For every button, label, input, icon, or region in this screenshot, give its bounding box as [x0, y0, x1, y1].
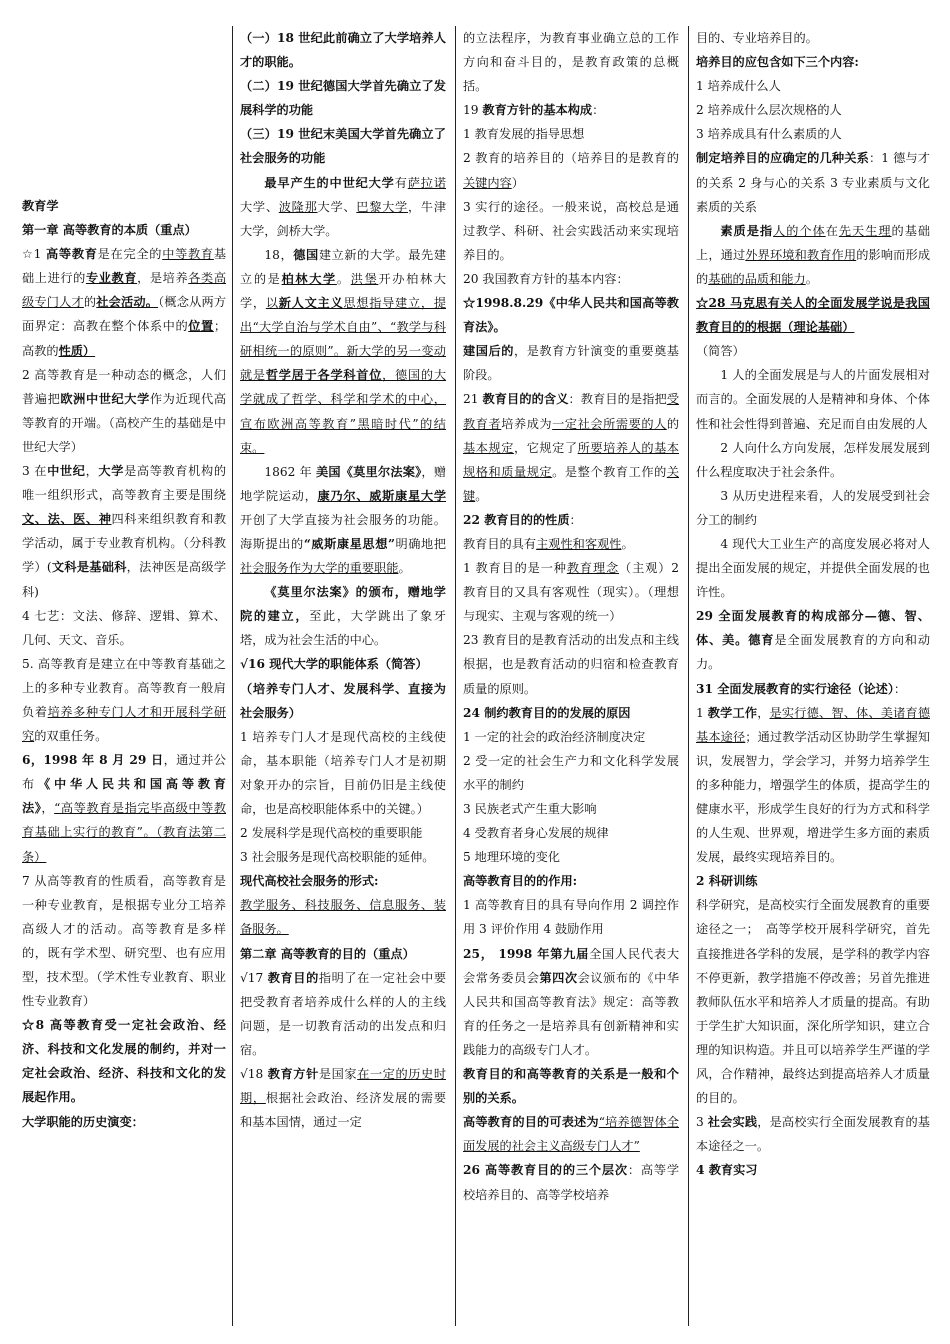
paragraph [22, 459, 226, 604]
paragraph [463, 1158, 679, 1206]
text-run: 教育方针的基本构成 [482, 103, 593, 118]
text-run: 四科来组织教育和教学活动，属于专业教育机构。（分科教学）( [22, 512, 226, 575]
text-run: 作为近现代高等教育的开端。（高校产生的基础是中世纪大学） [22, 391, 226, 454]
paragraph [240, 74, 446, 122]
blank-line [22, 146, 226, 170]
text-run: 明确地把 [394, 536, 446, 551]
text-run: 4 受教育者身心发展的规律 [463, 826, 609, 841]
blank-line [22, 26, 226, 50]
text-run: 新人文主义 [278, 296, 344, 311]
text-run: 1 培养专门人才是现代高校的主线使命，基本职能（培养专门人才是初期对象开办的宗旨，目前仍旧是主线使命，也是高校职能体系中的关键。） [240, 729, 446, 816]
text-run: 是在完全的 [97, 247, 163, 262]
text-run: 22 教育目的的性质 [463, 512, 570, 527]
paragraph [463, 122, 679, 146]
paragraph [240, 845, 446, 869]
text-run: 社会服务作为大学的重要职能 [240, 561, 399, 576]
text-run: 洪堡 [350, 271, 379, 286]
text-run: 有 [394, 175, 408, 190]
paragraph [240, 893, 446, 941]
text-run: 开办柏林大学， [240, 271, 446, 311]
text-run: 各类高级专门人才 [22, 271, 226, 310]
text-run: ） [511, 175, 524, 190]
text-run: 萨拉诺 [407, 175, 446, 190]
paragraph [240, 460, 446, 580]
paragraph [240, 966, 446, 1062]
paragraph [463, 869, 679, 893]
text-run: ☆1998.8.29《中华人民共和国高等教育法》。 [463, 296, 679, 335]
text-run: 专业教育 [85, 271, 138, 286]
text-run: 思想指导建立，提出“大学自治与学术自由”、“教学与科研相统一的原则”。新大学的另一变动就是 [240, 296, 446, 383]
text-run: 21 [463, 392, 483, 407]
text-run: ，通过并公布 [22, 753, 226, 792]
text-run: 素质是指 [720, 223, 774, 238]
paragraph [240, 725, 446, 821]
paragraph [463, 339, 679, 387]
column-divider [688, 26, 689, 1326]
text-run: （二）19 世纪德国大学首先确立了发展科学的功能 [240, 79, 446, 118]
text-column-3 [463, 26, 679, 1326]
text-run: ， [41, 801, 55, 816]
text-run: ，是高校实行全面发展教育的基本途径之一。 [696, 1115, 930, 1154]
text-run: 的 [666, 416, 679, 431]
paragraph [696, 532, 930, 604]
text-run: 3 社会服务是现代高校职能的延伸。 [240, 850, 435, 865]
text-run: 教育理念 [566, 561, 620, 576]
text-run: 教育目的和高等教育的关系是一般和个别的关系。 [463, 1067, 679, 1106]
text-run: 2 科研训练 [696, 874, 758, 889]
text-run: 建国后的 [463, 344, 514, 359]
paragraph [696, 339, 930, 363]
text-run: √17 [240, 970, 268, 985]
text-run: 1 培养成什么人 [696, 79, 781, 94]
text-run: 23 教育目的是教育活动的出发点和主线根据，也是教育活动的归宿和检查教育质量的原则。 [463, 633, 679, 696]
text-run: ☆28 马克思有关人的全面发展学说是我国教育目的的根据（理论基础） [696, 296, 930, 335]
text-run: 至此，大学跳出了象牙塔，成为社会生活的中心。 [240, 609, 446, 648]
text-run: 在 [825, 223, 839, 238]
text-run: 巴黎大学 [356, 199, 408, 214]
text-run: 是国家 [318, 1067, 358, 1082]
text-run: 现代高校社会服务的形式: [240, 874, 379, 889]
text-run: 大学、 [317, 199, 357, 214]
text-run: 。 [621, 536, 634, 551]
text-run: ，牛津大学，剑桥大学。 [240, 199, 446, 238]
paragraph [463, 508, 679, 532]
text-run: 4 现代大工业生产的高度发展必将对人提出全面发展的规定，并提供全面发展的也许性。 [696, 536, 930, 600]
text-run: 科学研究，是高校实行全面发展教育的重要途径之一； 高等学校开展科学研究，首先直接推进各学科的发展，是学科的教学内容不停更新，教学措施不停改善；另首先推进教师队伍水平和培养人才质量的提高。有助于学生扩大知识面，深化所学知识，建立合理的知识构造。并且可以培养学生严谨的学风，合作精神，最终达到提高培养人才质量的目的。 [696, 898, 930, 1106]
paragraph [463, 267, 679, 291]
text-run: ；高教的 [22, 319, 226, 358]
text-run: 。是整个教育工作的 [552, 464, 667, 479]
text-run: （概念从两方面界定：高教在整个体系中的 [22, 295, 226, 334]
text-run: 制定培养目的应确定的几种关系 [696, 151, 869, 166]
paragraph [240, 580, 446, 652]
text-run: ，是教育方针演变的重要奠基阶段。 [463, 344, 679, 383]
text-column-4 [696, 26, 930, 1326]
paragraph [22, 242, 226, 362]
text-run: 大学、 [240, 199, 279, 214]
paragraph [696, 98, 930, 122]
text-run: 31 全面发展教育的实行途径（论述） [696, 681, 894, 696]
paragraph [463, 701, 679, 725]
text-run: 中等教育 [162, 247, 214, 262]
text-run: 1 一定的社会的政治经济制度决定 [463, 729, 646, 744]
paragraph [696, 1110, 930, 1158]
text-run: 1 教育目的是一种 [463, 561, 567, 576]
text-run: 基础的品质和能力 [708, 271, 806, 286]
text-run: 关键内容 [463, 175, 512, 190]
text-run: ，是培养 [137, 271, 189, 286]
text-run: 第四次 [539, 970, 578, 985]
blank-line [22, 170, 226, 194]
text-run: 美国《莫里尔法案》 [315, 464, 422, 479]
text-run: 。 [805, 271, 818, 286]
text-run: （主观）2 教育目的又具有客观性（现实）。（理想与现实、主观与客观的统一） [463, 561, 679, 624]
paragraph [463, 98, 679, 122]
paragraph [696, 604, 930, 676]
text-run: 所要培养人的基本规格和质量规定 [463, 440, 679, 479]
text-run: 基本规定 [463, 440, 514, 455]
text-run: ， [757, 705, 770, 720]
text-run: 性质） [58, 343, 96, 358]
text-run: “培养德智体全面发展的社会主义高级专门人才” [463, 1115, 679, 1154]
text-run: 。 [336, 271, 351, 286]
text-run: ： [893, 681, 907, 696]
paragraph [696, 701, 930, 870]
paragraph [696, 74, 930, 98]
paragraph [463, 26, 679, 98]
text-run: 社会活动。 [96, 295, 159, 310]
text-run: 外界环境和教育作用 [745, 247, 857, 262]
text-run: 3 民族老式产生重大影响 [463, 802, 597, 816]
paragraph [463, 797, 679, 821]
paragraph [22, 363, 226, 459]
paragraph [463, 942, 679, 1062]
paragraph [696, 146, 930, 218]
text-run: 26 高等教育目的的三个层次 [463, 1163, 628, 1178]
text-run: 基础上进行的 [22, 247, 226, 286]
text-run: 教育目的的含义 [482, 392, 569, 407]
text-run: 3 实行的途径。一般来说，高校总是通过教学、科研、社会实践活动来实现培养目的。 [463, 199, 679, 262]
text-run: 2 发展科学是现代高校的重要职能 [240, 826, 423, 841]
paragraph [696, 291, 930, 339]
text-column-1 [22, 26, 226, 1326]
paragraph [463, 628, 679, 700]
text-run: ， [85, 464, 99, 479]
text-run: 人的个体 [773, 223, 826, 238]
paragraph [463, 146, 679, 194]
text-run: 高等教育目的的作用: [463, 874, 578, 889]
text-run: 3 在 [22, 464, 48, 479]
text-run: 开创了大学直接为社会服务的功能。海斯提出的 [240, 512, 446, 551]
paragraph [240, 1062, 446, 1134]
text-run: ，它规定了 [513, 440, 578, 455]
column-divider [232, 26, 233, 1326]
paragraph [240, 26, 446, 74]
text-run: 大学职能的历史演变： [22, 1114, 144, 1129]
text-run: 2 培养成什么层次规格的人 [696, 103, 842, 118]
text-run: 的 [83, 295, 97, 310]
paragraph [696, 436, 930, 484]
text-run: 2 受一定的社会生产力和文化科学发展水平的制约 [463, 753, 679, 792]
paragraph [22, 194, 226, 218]
paragraph [22, 1013, 226, 1109]
paragraph [240, 821, 446, 845]
paragraph [22, 869, 226, 1014]
text-run: 文科是基础科 [51, 560, 127, 575]
text-run: 培养多种专门人才和开展科学研究 [22, 704, 226, 744]
text-run: （三）19 世纪末美国大学首先确立了社会服务的功能 [240, 127, 446, 166]
text-run: 培养目的应包含如下三个内容: [696, 55, 859, 70]
text-run: 1 教育发展的指导思想 [463, 127, 585, 142]
text-run: 高等教育的目的可表述为 [463, 1115, 599, 1130]
text-run: 会议颁布的《中华人民共和国高等教育法》规定：高等教育的任务之一是培养具有创新精神和实践能力的高级专门人才。 [463, 970, 679, 1057]
text-run: ：高等学校培养目的、高等学校培养 [463, 1163, 679, 1202]
paragraph [463, 893, 679, 941]
paragraph [696, 219, 930, 291]
text-run: 5 地理环境的变化 [463, 850, 560, 865]
text-run: 2 高等教育是一种动态的概念，人们普遍把 [22, 367, 226, 406]
text-run: 24 制约教育目的的发展的原因 [463, 705, 631, 720]
text-run: 波隆那 [278, 199, 318, 214]
text-run: 关键 [463, 464, 679, 503]
text-run: 大学 [98, 464, 125, 479]
text-run: 《莫里尔法案》的颁布，赠地学院的建立， [240, 585, 446, 624]
paragraph [696, 50, 930, 74]
text-run: 的立法程序，为教育事业确立总的工作方向和奋斗目的，是教育政策的总概括。 [463, 31, 679, 94]
paragraph [463, 725, 679, 749]
text-run: 25， [463, 946, 494, 961]
paragraph [463, 1110, 679, 1158]
text-run: 最早产生的中世纪大学 [264, 175, 395, 190]
paragraph [696, 484, 930, 532]
paragraph [22, 604, 226, 652]
paragraph [463, 291, 679, 339]
text-run: “威斯康星思想” [303, 536, 395, 551]
text-run: 2 人向什么方向发展，怎样发展发展到什么程度取决于社会条件。 [696, 440, 930, 479]
text-run: 。 [398, 561, 411, 576]
text-run: 18， [264, 247, 294, 262]
text-run: 社会实践 [707, 1115, 758, 1130]
text-run: 欧洲中世纪大学 [60, 391, 150, 406]
text-run: 教学工作 [707, 705, 758, 720]
text-run: 7 从高等教育的性质看，高等教育是一种专业教育，是根据专业分工培养高级人才的活动。高等教育是多样的，既有学术型、研究型、也有应用型，技术型。（学术性专业教育、职业性专业教育） [22, 873, 226, 1009]
paragraph [240, 652, 446, 676]
text-run: 先天生理 [838, 223, 892, 238]
text-run: 康乃尔、威斯康星大学 [317, 488, 446, 503]
text-run: √16 现代大学的职能体系（简答） [240, 657, 428, 672]
text-run: 第一章 高等教育的本质（重点） [22, 223, 197, 238]
text-run: 的基础上，通过 [696, 223, 930, 262]
paragraph [463, 556, 679, 628]
paragraph [463, 387, 679, 507]
paragraph [696, 1158, 930, 1182]
blank-line [22, 122, 226, 146]
paragraph [240, 942, 446, 966]
text-run: 1 高等教育目的具有导向作用 2 调控作用 3 评价作用 4 鼓励作用 [463, 898, 679, 937]
paragraph [463, 821, 679, 845]
text-run: 2 教育的培养目的（培养目的是教育的 [463, 151, 679, 166]
text-run: 3 [696, 1115, 708, 1130]
blank-line [22, 74, 226, 98]
text-run: ，赠地学院运动， [240, 464, 446, 503]
paragraph [463, 845, 679, 869]
text-run: 教育学 [22, 199, 59, 213]
text-column-2 [240, 26, 446, 1326]
text-run: 1 人的全面发展是与人的片面发展相对而言的。全面发展的人是精神和身体、个体性和社会性得到普遍、充足而自由发展的人 [696, 368, 930, 431]
text-run: 文、法、医、神 [22, 512, 112, 527]
text-run: 哲学居于各学科首位 [265, 368, 383, 383]
text-run: ，德国的大学就成了哲学、科学和学术的中心，宣布欧洲高等教育”黑暗时代”的结束。 [240, 368, 446, 455]
column-divider [455, 26, 456, 1326]
text-run: 根据社会政治、经济发展的需要和基本国情，通过一定 [240, 1091, 446, 1130]
paragraph [240, 677, 446, 725]
text-run: 20 我国教育方针的基本内容： [463, 271, 629, 286]
text-run: 柏林大学 [281, 271, 337, 286]
text-run: “高等教育是指完毕高级中等教育基础上实行的教育”。（教育法第二条） [22, 801, 226, 864]
text-run: ：教育目的是指把 [568, 392, 667, 407]
text-run: （培养专门人才、发展科学、直接为社会服务） [240, 681, 446, 720]
text-run: ： [592, 103, 605, 118]
paragraph [22, 652, 226, 748]
text-run: 1998 年第九届 [498, 946, 590, 961]
text-run: 培养成为 [501, 416, 553, 431]
text-run: 目的、专业培养目的。 [696, 31, 818, 45]
text-run: 3 从历史进程来看，人的发展受到社会分工的制约 [696, 488, 930, 527]
text-run: 6，1998 年 8 月 29 日 [22, 753, 164, 768]
text-run: 第二章 高等教育的目的（重点） [240, 946, 415, 961]
text-run: ☆1 [22, 247, 46, 262]
paragraph [463, 532, 679, 556]
text-run: √18 [240, 1067, 268, 1082]
text-run: 。 [475, 488, 488, 503]
text-run: ；通过教学活动区协助学生掌握知识，发展智力，学会学习，并努力培养学生的多种能力，增强学生的体质，提高学生的健康水平，形成学生良好的行为方式和科学的人生观、世界观，增进学生多方面的素质发展，最终实现培养目的。 [696, 729, 930, 865]
paragraph [696, 26, 930, 50]
text-run: 高等教育 [46, 247, 98, 262]
paragraph [463, 195, 679, 267]
text-run: 指明了在一定社会中要把受教育者培养成什么样的人的主线问题，是一切教育活动的出发点和归宿。 [240, 970, 446, 1057]
text-run: 1 [696, 705, 708, 720]
text-run: 教育目的 [267, 970, 319, 985]
text-run: 德育 [748, 633, 775, 648]
text-run: 的影响而形成的 [696, 247, 930, 286]
text-run: 的双重任务。 [34, 729, 108, 744]
text-run: ☆8 高等教育受一定社会政治、经济、科技和文化发展的制约，并对一定社会政治、经济、科技和文化的发展起作用。 [22, 1018, 226, 1105]
paragraph [696, 869, 930, 893]
text-run: 3 培养成具有什么素质的人 [696, 127, 842, 142]
paragraph [22, 748, 226, 868]
text-run: ： [569, 512, 582, 527]
text-run: 全国人民代表大会常务委员会 [463, 946, 679, 985]
paragraph [463, 1062, 679, 1110]
text-run: 受教育者 [463, 392, 679, 431]
blank-line [22, 50, 226, 74]
text-run: 中世纪 [47, 464, 86, 479]
paragraph [696, 893, 930, 1110]
blank-line [22, 98, 226, 122]
paragraph [696, 363, 930, 435]
text-run: ：1 德与才的关系 2 身与心的关系 3 专业素质与文化素质的关系 [696, 151, 930, 214]
text-run: 德国 [293, 247, 319, 262]
paragraph [240, 869, 446, 893]
text-run: 一定社会所需要的人 [552, 416, 667, 431]
text-run: 建立新的大学。最先建立的是 [240, 247, 446, 286]
text-run: 4 教育实习 [696, 1163, 758, 1178]
text-run: 位置 [188, 319, 214, 334]
text-run: （一）18 世纪此前确立了大学培养人才的职能。 [240, 31, 446, 70]
text-run: 教育方针 [267, 1067, 319, 1082]
text-run: 是全面发展教育的方向和动力。 [696, 633, 930, 672]
paragraph [463, 749, 679, 797]
text-run: 《中华人民共和国高等教育法》 [22, 777, 226, 816]
text-run: 以 [265, 296, 279, 311]
text-run: 是实行德、智、体、美诸育德基本途径 [696, 705, 930, 744]
text-run: 19 [463, 103, 483, 118]
text-run: 5. 高等教育是建立在中等教育基础之上的多种专业教育。高等教育一般肩负着 [22, 656, 226, 719]
text-run: 4 七艺：文法、修辞、逻辑、算术、几何、天文、音乐。 [22, 608, 226, 647]
paragraph [696, 677, 930, 701]
paragraph [240, 243, 446, 460]
text-run: 在一定的历史时期， [240, 1067, 446, 1106]
paragraph [696, 122, 930, 146]
text-run: 教育目的具有 [463, 536, 537, 551]
paragraph [240, 171, 446, 243]
text-run: ，法神医是高级学科) [22, 560, 226, 599]
text-run: 主观性和客观性 [536, 536, 622, 551]
text-run: 29 全面发展教育的构成部分—德、智、体、美。 [696, 609, 930, 648]
text-run: 1862 年 [264, 464, 316, 479]
paragraph [240, 122, 446, 170]
paragraph [22, 218, 226, 242]
text-run: 教学服务、科技服务、信息服务、装备服务。 [240, 898, 446, 937]
text-run: 是高等教育机构的唯一组织形式，高等教育主要是围绕 [22, 464, 226, 503]
text-run: （简答） [696, 344, 745, 359]
paragraph [22, 1110, 226, 1134]
